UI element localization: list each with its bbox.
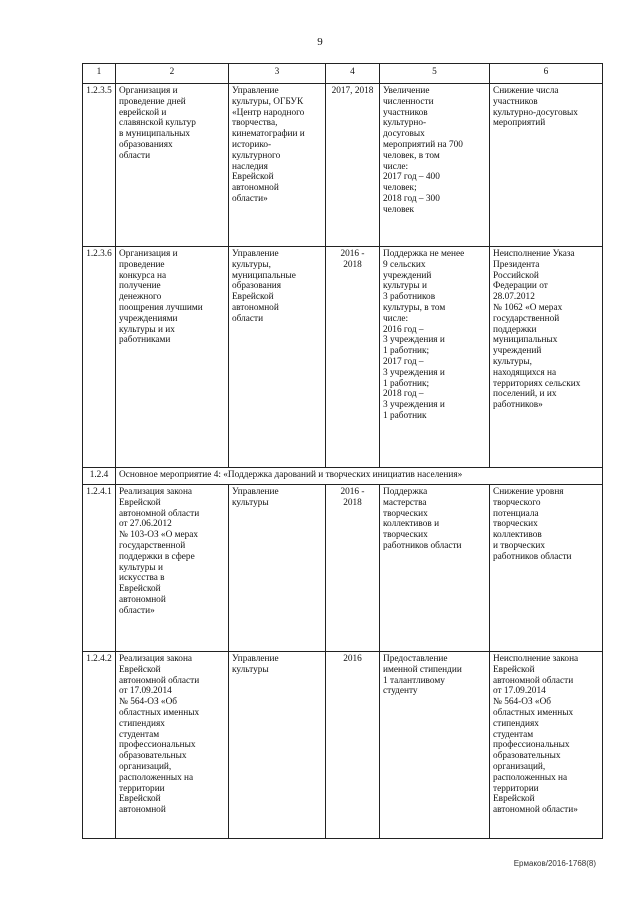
cell-text-line: Поддержка [383, 487, 428, 497]
cell-text-line: 2017 год – [383, 356, 424, 367]
cell-text-line: 1 работник; [383, 378, 430, 389]
table-body [83, 84, 603, 839]
section-number: 1.2.4 [83, 468, 116, 485]
cell-text-line: Снижение уровня [493, 487, 564, 497]
cell-text-line: 2016 [343, 654, 362, 664]
cell-text-line: автономной [232, 183, 279, 194]
cell-text-line: 1 талантливому [383, 675, 445, 686]
cell-text-line: профессиональных [119, 740, 196, 751]
cell-text-line: славянской культур [119, 118, 196, 129]
item-number: 1.2.3.6 [83, 247, 116, 468]
cell-text-line: организаций, [493, 761, 546, 772]
cell-text-line: № 1062 «О мерах [493, 302, 563, 313]
cell-text-line: человек; [383, 183, 417, 194]
cell-text-line: поддержки в сфере [119, 551, 195, 562]
cell-text-line: Неисполнение закона [493, 654, 579, 664]
executor-cell [229, 652, 326, 839]
document-footer-code: Ермаков/2016-1768(8) [513, 859, 596, 868]
cell-text-line: потенциала [493, 508, 539, 519]
table-row [83, 652, 603, 839]
cell-text-line: культурно- [383, 118, 427, 129]
cell-text-line: муниципальные [232, 270, 296, 281]
cell-text-line: творчества, [232, 118, 278, 129]
cell-text-line: мероприятий [493, 118, 546, 129]
cell-text-line: Организация и [119, 86, 178, 96]
consequence-cell [490, 84, 603, 247]
cell-text-line: поселений, и их [493, 389, 557, 400]
cell-text-line: 28.07.2012 [493, 292, 535, 303]
activity-cell [116, 652, 229, 839]
cell-text-line: расположенных на [119, 772, 194, 783]
cell-text-line: автономной области» [493, 805, 578, 816]
header-col-4: 4 [326, 64, 380, 84]
cell-text-line: Увеличение [383, 86, 430, 96]
cell-text-line: работников области [493, 551, 572, 562]
section-row [83, 468, 603, 485]
cell-text-line: работников области [383, 540, 462, 551]
cell-text-line: 1 работник [383, 410, 427, 421]
cell-text-line: культуры, [493, 356, 532, 367]
cell-text-line: 3 работников [383, 292, 436, 303]
cell-text-line: Неисполнение Указа [493, 249, 575, 259]
cell-text-line: организаций, [119, 761, 172, 772]
section-title: Основное мероприятие 4: «Поддержка дарований и творческих инициатив населения» [116, 468, 603, 485]
cell-text-line: Еврейской [119, 664, 161, 675]
executor-cell [229, 84, 326, 247]
cell-text-line: образованиях [119, 139, 173, 150]
page-number: 9 [317, 36, 323, 48]
cell-text-line: стипендиях [119, 718, 165, 729]
cell-text-line: Снижение числа [493, 86, 559, 96]
cell-text-line: областных именных [493, 707, 574, 718]
result-cell [380, 247, 490, 468]
cell-text-line: автономной области [493, 675, 574, 686]
item-number: 1.2.4.2 [83, 652, 116, 839]
cell-text-line: Еврейской [119, 497, 161, 508]
cell-text-line: образования [232, 281, 282, 292]
cell-text-line: профессиональных [493, 740, 570, 751]
cell-text-line: коллективов и [383, 519, 440, 530]
cell-text-line: Еврейской [493, 664, 535, 675]
cell-text-line: проведение [119, 259, 165, 270]
cell-text-line: творческих [493, 519, 538, 530]
period-cell [326, 652, 380, 839]
cell-text-line: Организация и [119, 249, 178, 259]
consequence-cell [490, 247, 603, 468]
item-number: 1.2.4.1 [83, 485, 116, 652]
cell-text-line: культуры [232, 664, 269, 675]
cell-text-line: 9 сельских [383, 259, 426, 270]
cell-text-line: Управление [232, 487, 279, 497]
cell-text-line: наследия [232, 161, 268, 172]
cell-text-line: 2016 - [340, 487, 365, 497]
cell-text-line: муниципальных [493, 335, 558, 346]
cell-text-line: творческого [493, 497, 541, 508]
cell-text-line: Реализация закона [119, 654, 193, 664]
cell-text-line: искусства в [119, 573, 165, 584]
cell-text-line: Еврейской [119, 794, 161, 805]
cell-text-line: 2018 год – 300 [383, 193, 440, 204]
cell-text-line: культуры, [232, 259, 271, 270]
cell-text-line: кинематографии и [232, 129, 305, 140]
header-col-3: 3 [229, 64, 326, 84]
cell-text-line: от 17.09.2014 [119, 686, 172, 697]
cell-text-line: конкурса на [119, 270, 167, 281]
cell-text-line: человек, в том [383, 150, 440, 161]
cell-text-line: творческих [383, 530, 428, 541]
cell-text-line: Поддержка не менее [383, 249, 465, 259]
cell-text-line: культурно-досуговых [493, 107, 578, 118]
result-cell [380, 84, 490, 247]
result-cell [380, 652, 490, 839]
cell-text-line: культуры, в том [383, 302, 446, 313]
cell-text-line: Управление [232, 654, 279, 664]
cell-text-line: студенту [383, 686, 418, 697]
cell-text-line: получение [119, 281, 161, 292]
cell-text-line: территории [493, 783, 539, 794]
measures-table [82, 63, 603, 839]
cell-text-line: в муниципальных [119, 129, 191, 140]
executor-cell [229, 485, 326, 652]
cell-text-line: 2017 год – 400 [383, 172, 440, 183]
consequence-cell [490, 485, 603, 652]
cell-text-line: № 564-ОЗ «Об [493, 697, 552, 708]
cell-text-line: работниками [119, 335, 171, 346]
header-col-1: 1 [83, 64, 116, 84]
cell-text-line: автономной [119, 805, 166, 816]
cell-text-line: от 27.06.2012 [119, 519, 172, 530]
cell-text-line: области» [232, 193, 268, 204]
cell-text-line: области [119, 150, 151, 161]
cell-text-line: территории [119, 783, 165, 794]
header-row [83, 64, 603, 84]
cell-text-line: 1 работник; [383, 346, 430, 357]
activity-cell [116, 485, 229, 652]
cell-text-line: 2018 год – [383, 389, 424, 400]
cell-text-line: Предоставление [383, 654, 448, 664]
cell-text-line: Федерации от [493, 281, 548, 292]
cell-text-line: численности [383, 96, 434, 107]
table-row [83, 247, 603, 468]
cell-text-line: 3 учреждения и [383, 367, 445, 378]
cell-text-line: культуры [232, 497, 269, 508]
cell-text-line: досуговых [383, 129, 425, 140]
result-cell [380, 485, 490, 652]
cell-text-line: «Центр народного [232, 107, 305, 118]
cell-text-line: № 103-ОЗ «О мерах [119, 530, 199, 541]
period-cell [326, 84, 380, 247]
cell-text-line: областных именных [119, 707, 200, 718]
activity-cell [116, 84, 229, 247]
cell-text-line: Управление [232, 86, 279, 96]
cell-text-line: территориях сельских [493, 378, 581, 389]
cell-text-line: 2016 - [340, 249, 365, 259]
cell-text-line: 2018 [343, 497, 362, 508]
period-cell [326, 247, 380, 468]
cell-text-line: автономной [232, 302, 279, 313]
cell-text-line: образовательных [119, 751, 187, 762]
cell-text-line: культурного [232, 150, 281, 161]
cell-text-line: числе: [383, 313, 409, 324]
cell-text-line: участников [383, 107, 428, 118]
cell-text-line: культуры, ОГБУК [232, 96, 304, 107]
cell-text-line: творческих [383, 508, 428, 519]
cell-text-line: Еврейской [232, 172, 274, 183]
cell-text-line: именной стипендии [383, 664, 462, 675]
cell-text-line: учреждений [383, 270, 432, 281]
cell-text-line: мероприятий на 700 [383, 139, 463, 150]
cell-text-line: поддержки [493, 324, 537, 335]
cell-text-line: еврейской и [119, 107, 167, 118]
cell-text-line: Реализация закона [119, 487, 193, 497]
cell-text-line: поощрения лучшими [119, 302, 203, 313]
cell-text-line: находящихся на [493, 367, 557, 378]
cell-text-line: расположенных на [493, 772, 568, 783]
cell-text-line: Управление [232, 249, 279, 259]
cell-text-line: автономной области [119, 508, 200, 519]
period-cell [326, 485, 380, 652]
cell-text-line: мастерства [383, 497, 427, 508]
cell-text-line: культуры и их [119, 324, 175, 335]
cell-text-line: студентам [119, 729, 160, 740]
header-col-2: 2 [116, 64, 229, 84]
cell-text-line: 3 учреждения и [383, 400, 445, 411]
cell-text-line: учреждениями [119, 313, 178, 324]
cell-text-line: культуры и [119, 562, 163, 573]
table-row [83, 485, 603, 652]
cell-text-line: государственной [493, 313, 560, 324]
cell-text-line: учреждений [493, 346, 542, 357]
cell-text-line: Еврейской [119, 584, 161, 595]
cell-text-line: образовательных [493, 751, 561, 762]
cell-text-line: автономной области [119, 675, 200, 686]
consequence-cell [490, 652, 603, 839]
cell-text-line: и творческих [493, 540, 546, 551]
cell-text-line: автономной [119, 594, 166, 605]
cell-text-line: 2016 год – [383, 324, 424, 335]
cell-text-line: Президента [493, 259, 540, 270]
cell-text-line: историко- [232, 139, 272, 150]
cell-text-line: стипендиях [493, 718, 539, 729]
cell-text-line: 3 учреждения и [383, 335, 445, 346]
cell-text-line: № 564-ОЗ «Об [119, 697, 178, 708]
cell-text-line: Российской [493, 270, 539, 281]
cell-text-line: коллективов [493, 530, 542, 541]
cell-text-line: области» [119, 605, 155, 616]
cell-text-line: 2018 [343, 259, 362, 270]
header-col-6: 6 [490, 64, 603, 84]
cell-text-line: студентам [493, 729, 534, 740]
cell-text-line: Еврейской [493, 794, 535, 805]
activity-cell [116, 247, 229, 468]
cell-text-line: числе: [383, 161, 409, 172]
cell-text-line: работников» [493, 400, 543, 411]
cell-text-line: денежного [119, 292, 162, 303]
table-row [83, 84, 603, 247]
header-col-5: 5 [380, 64, 490, 84]
cell-text-line: государственной [119, 540, 186, 551]
cell-text-line: области [232, 313, 264, 324]
cell-text-line: проведение дней [119, 96, 186, 107]
cell-text-line: культуры и [383, 281, 427, 292]
cell-text-line: участников [493, 96, 538, 107]
cell-text-line: от 17.09.2014 [493, 686, 546, 697]
executor-cell [229, 247, 326, 468]
cell-text-line: 2017, 2018 [331, 86, 374, 96]
cell-text-line: Еврейской [232, 292, 274, 303]
cell-text-line: человек [383, 204, 415, 215]
item-number: 1.2.3.5 [83, 84, 116, 247]
